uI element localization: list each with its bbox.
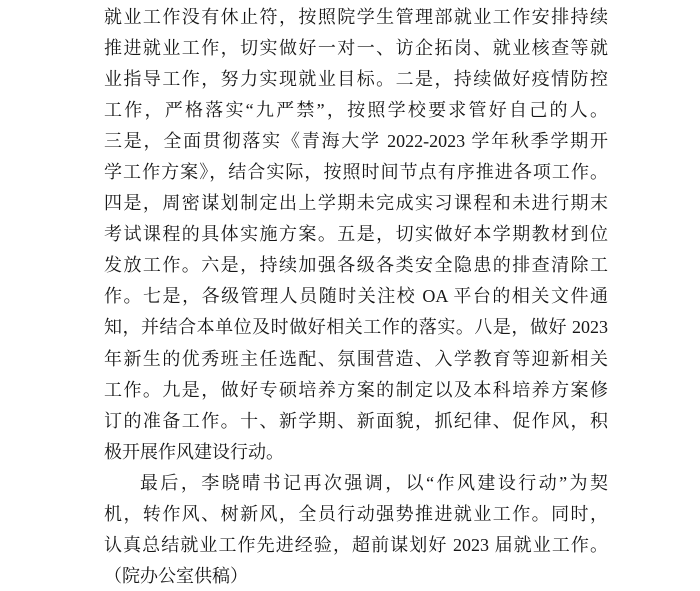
text-line: 工作，严格落实“九严禁”，按照学校要求管好自己的人。 <box>104 100 608 121</box>
text-line: 学工作方案》，结合实际，按照时间节点有序推进各项工作。 <box>104 162 608 183</box>
document-text-block <box>104 2 608 591</box>
text-line: 业指导工作，努力实现就业目标。二是，持续做好疫情防控 <box>104 69 608 90</box>
text-line: 工作。九是，做好专硕培养方案的制定以及本科培养方案修 <box>104 379 608 400</box>
text-line: 推进就业工作，切实做好一对一、访企拓岗、就业核查等就 <box>104 38 608 59</box>
text-line: 极开展作风建设行动。 <box>104 441 284 462</box>
text-line: 发放工作。六是，持续加强各级各类安全隐患的排查清除工 <box>104 255 608 276</box>
text-line: 年新生的优秀班主任选配、氛围营造、入学教育等迎新相关 <box>104 348 608 369</box>
text-line: 认真总结就业工作先进经验，超前谋划好 2023 届就业工作。 <box>104 534 608 555</box>
text-line: 就业工作没有休止符，按照院学生管理部就业工作安排持续 <box>104 7 608 27</box>
text-line: 订的准备工作。十、新学期、新面貌，抓纪律、促作风，积 <box>104 410 608 431</box>
text-line: 考试课程的具体实施方案。五是，切实做好本学期教材到位 <box>104 224 608 245</box>
text-line: 四是，周密谋划制定出上学期未完成实习课程和未进行期末 <box>104 193 608 214</box>
text-line: 知，并结合本单位及时做好相关工作的落实。八是，做好 2023 <box>104 317 608 338</box>
text-line: 作。七是，各级管理人员随时关注校 OA 平台的相关文件通 <box>104 286 608 307</box>
text-line-credit: （院办公室供稿） <box>104 565 248 586</box>
text-line: 三是，全面贯彻落实《青海大学 2022-2023 学年秋季学期开 <box>104 131 608 152</box>
text-line: 机，转作风、树新风，全员行动强势推进就业工作。同时， <box>104 503 608 524</box>
text-line-paragraph-start: 最后，李晓晴书记再次强调，以“作风建设行动”为契 <box>140 472 608 493</box>
